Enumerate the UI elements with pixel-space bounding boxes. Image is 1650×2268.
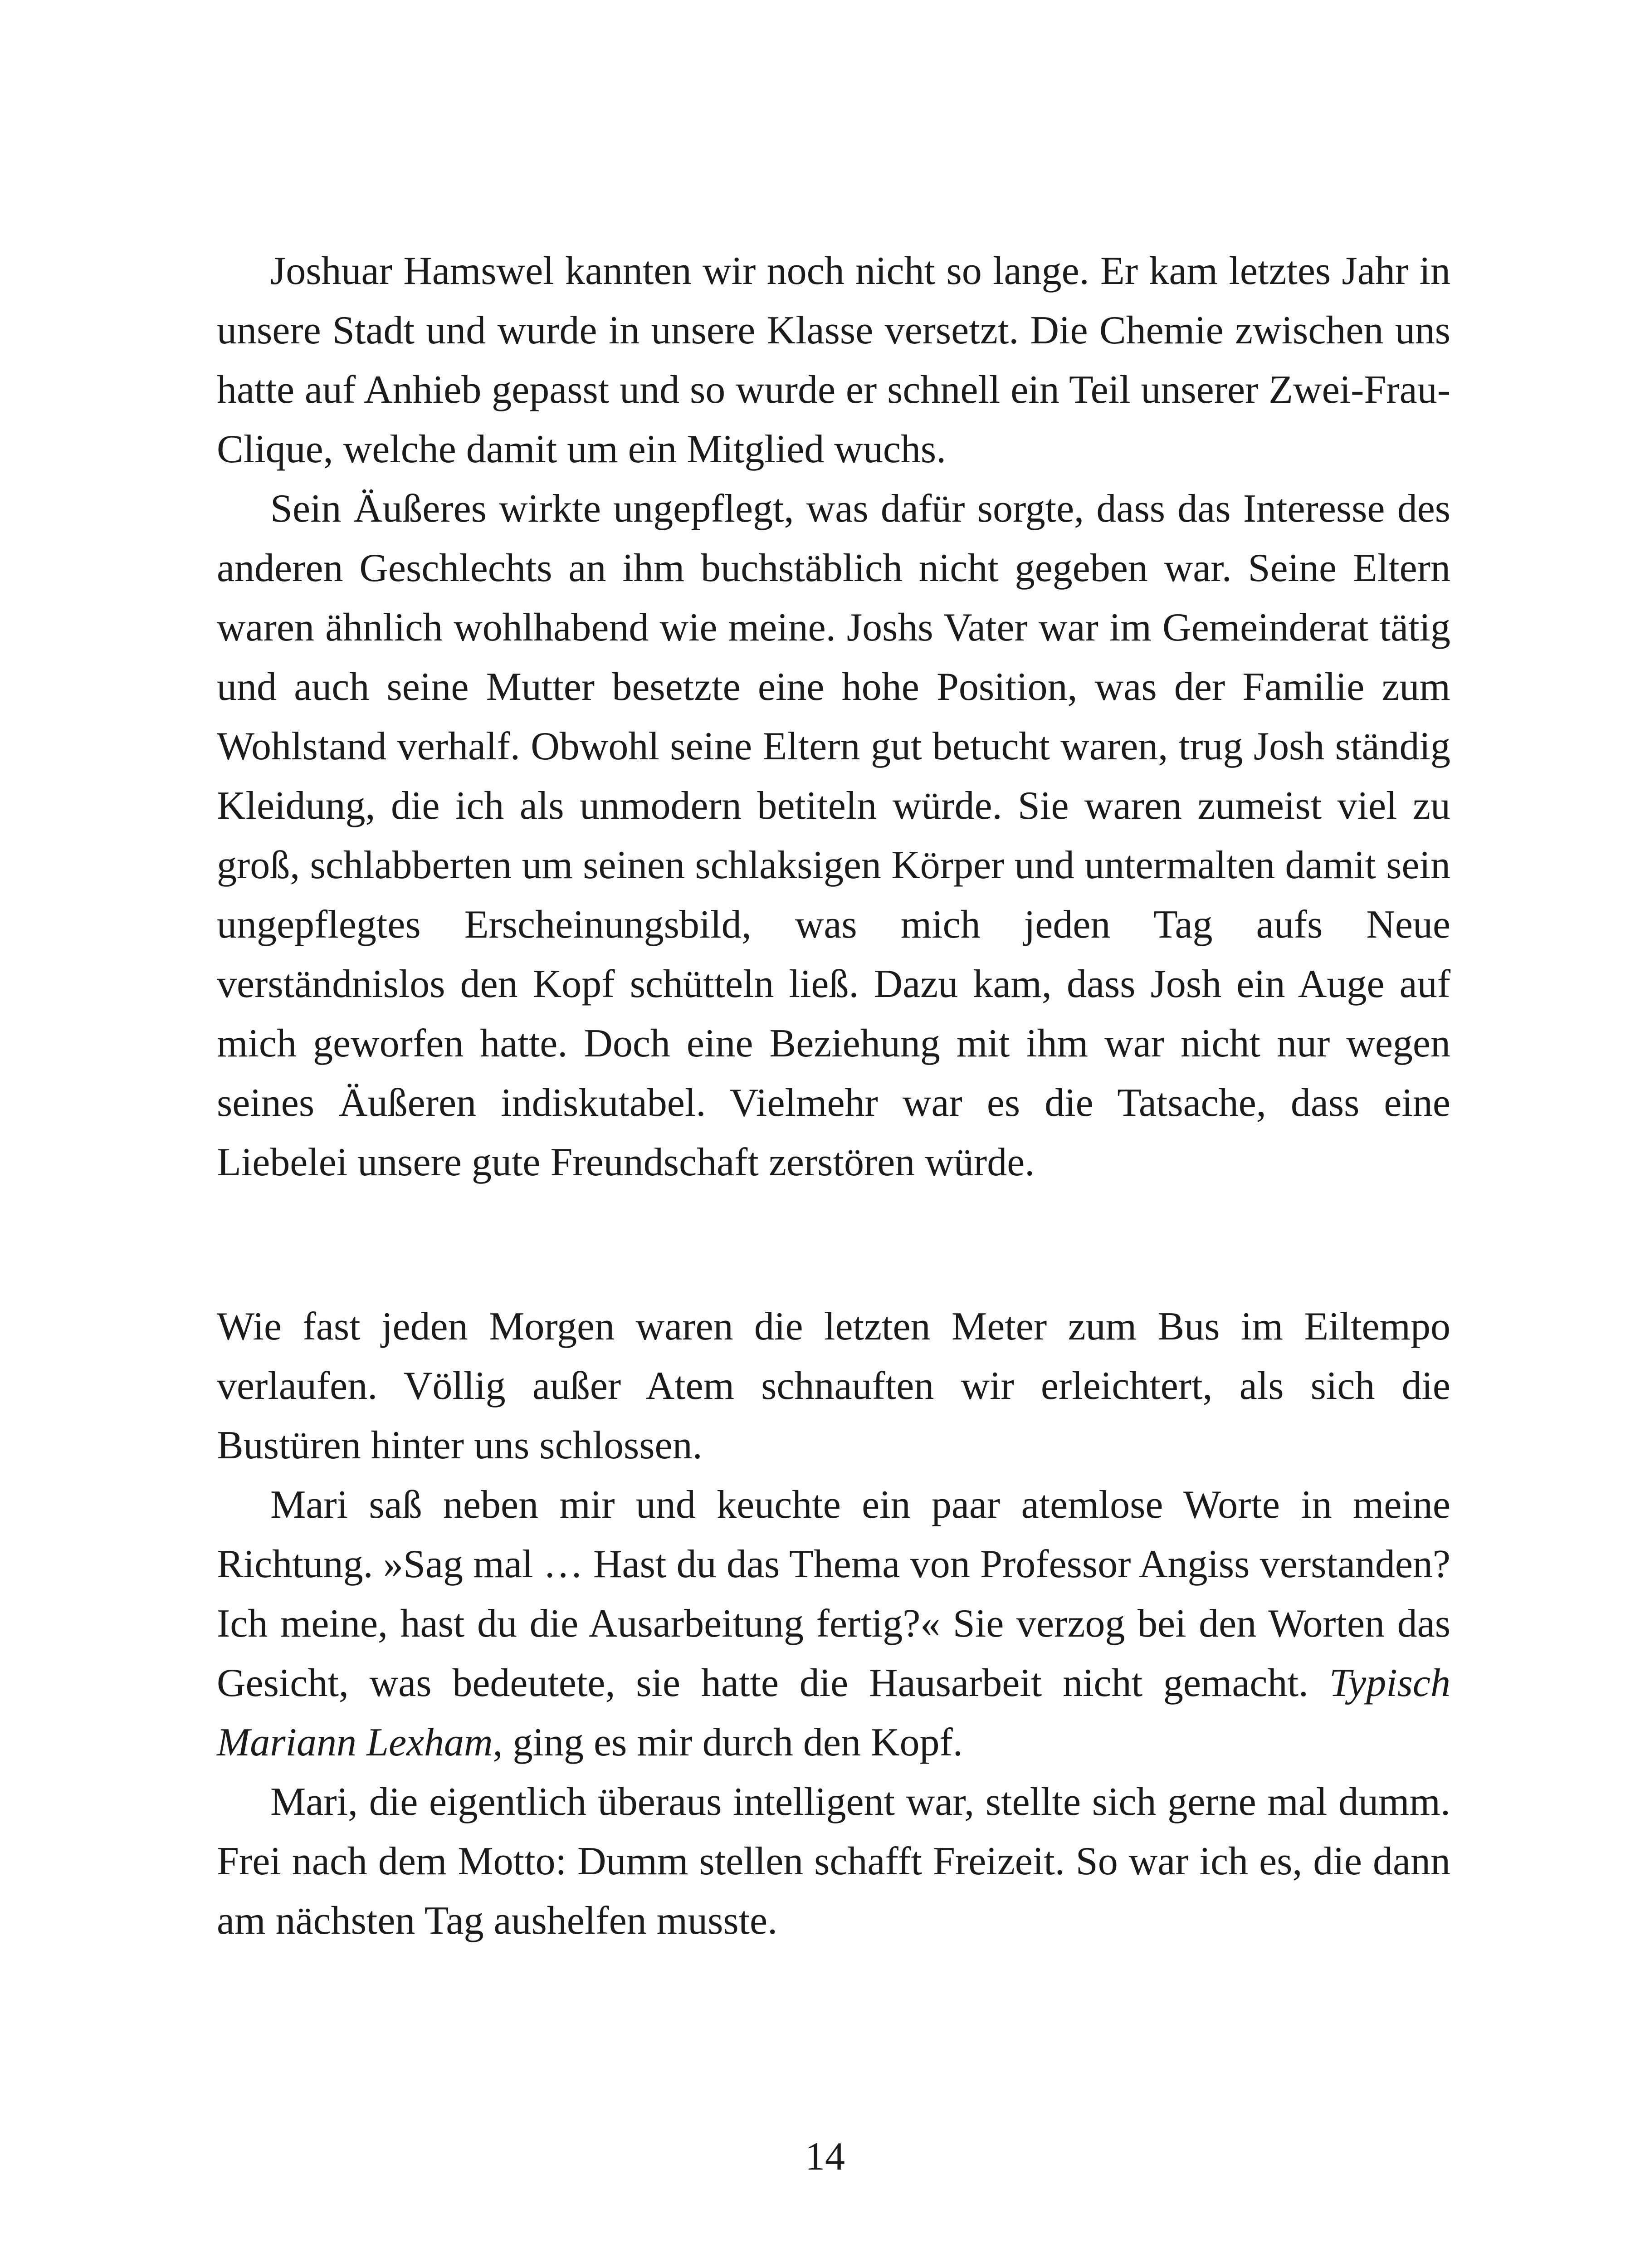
page-number: 14 — [805, 2135, 845, 2179]
paragraph-bus-morning: Wie fast jeden Morgen waren die letzten Meter zum Bus im Eiltempo verlaufen. Völlig außer Atem schnauften wir erleichtert, als sich die Bustüren hinter uns schlossen. — [217, 1305, 1450, 1467]
paragraph-joshuar-intro: Joshuar Hamswel kannten wir noch nicht so lange. Er kam letztes Jahr in unsere Stadt und wurde in unsere Klasse versetzt. Die Chemie zwischen uns hatte auf Anhieb gepasst und so wurde er schnell ein Teil unserer Zwei-Frau-Clique, welche damit um ein Mitglied wuchs. — [217, 249, 1450, 471]
paragraph-mari-question — [217, 1475, 1450, 1772]
italic-thought: Typisch Mariann Lexham — [217, 1661, 1450, 1765]
mari-question-ending: , ging es mir durch den Kopf. — [493, 1721, 963, 1765]
text-section-1 — [217, 241, 1450, 1192]
paragraph-josh-appearance: Sein Äußeres wirkte ungepflegt, was dafür sorgte, dass das Interesse des anderen Geschlechts an ihm buchstäblich nicht gegeben war. Seine Eltern waren ähnlich wohlhabend wie meine. Joshs Vater war im Gemeinderat tätig und auch seine Mutter besetzte eine hohe Position, was der Familie zum Wohlstand verhalf. Obwohl seine Eltern gut betucht waren, trug Josh ständig Kleidung, die ich als unmodern betiteln würde. Sie waren zumeist viel zu groß, schlabberten um seinen schlaksigen Körper und untermalten damit sein ungepflegtes Erscheinungsbild, was mich jeden Tag aufs Neue verständnislos den Kopf schütteln ließ. Dazu kam, dass Josh ein Auge auf mich geworfen hatte. Doch eine Beziehung mit ihm war nicht nur wegen seines Äußeren indiskutabel. Vielmehr war es die Tatsache, dass eine Liebelei unsere gute Freundschaft zerstören würde. — [217, 487, 1450, 1184]
text-section-2 — [217, 1297, 1450, 1950]
mari-question-text: Mari saß neben mir und keuchte ein paar atemlose Worte in meine Richtung. »Sag mal … Hast du das Thema von Professor Angiss verstanden? Ich meine, hast du die Ausarbeitung fertig?« Sie verzog bei den Worten das Gesicht, was bedeutete, sie hatte die Hausarbeit nicht gemacht. — [217, 1483, 1450, 1705]
paragraph-mari-intelligent: Mari, die eigentlich überaus intelligent war, stellte sich gerne mal dumm. Frei nach dem Motto: Dumm stellen schafft Freizeit. So war ich es, die dann am nächsten Tag aushelfen musste. — [217, 1780, 1450, 1943]
